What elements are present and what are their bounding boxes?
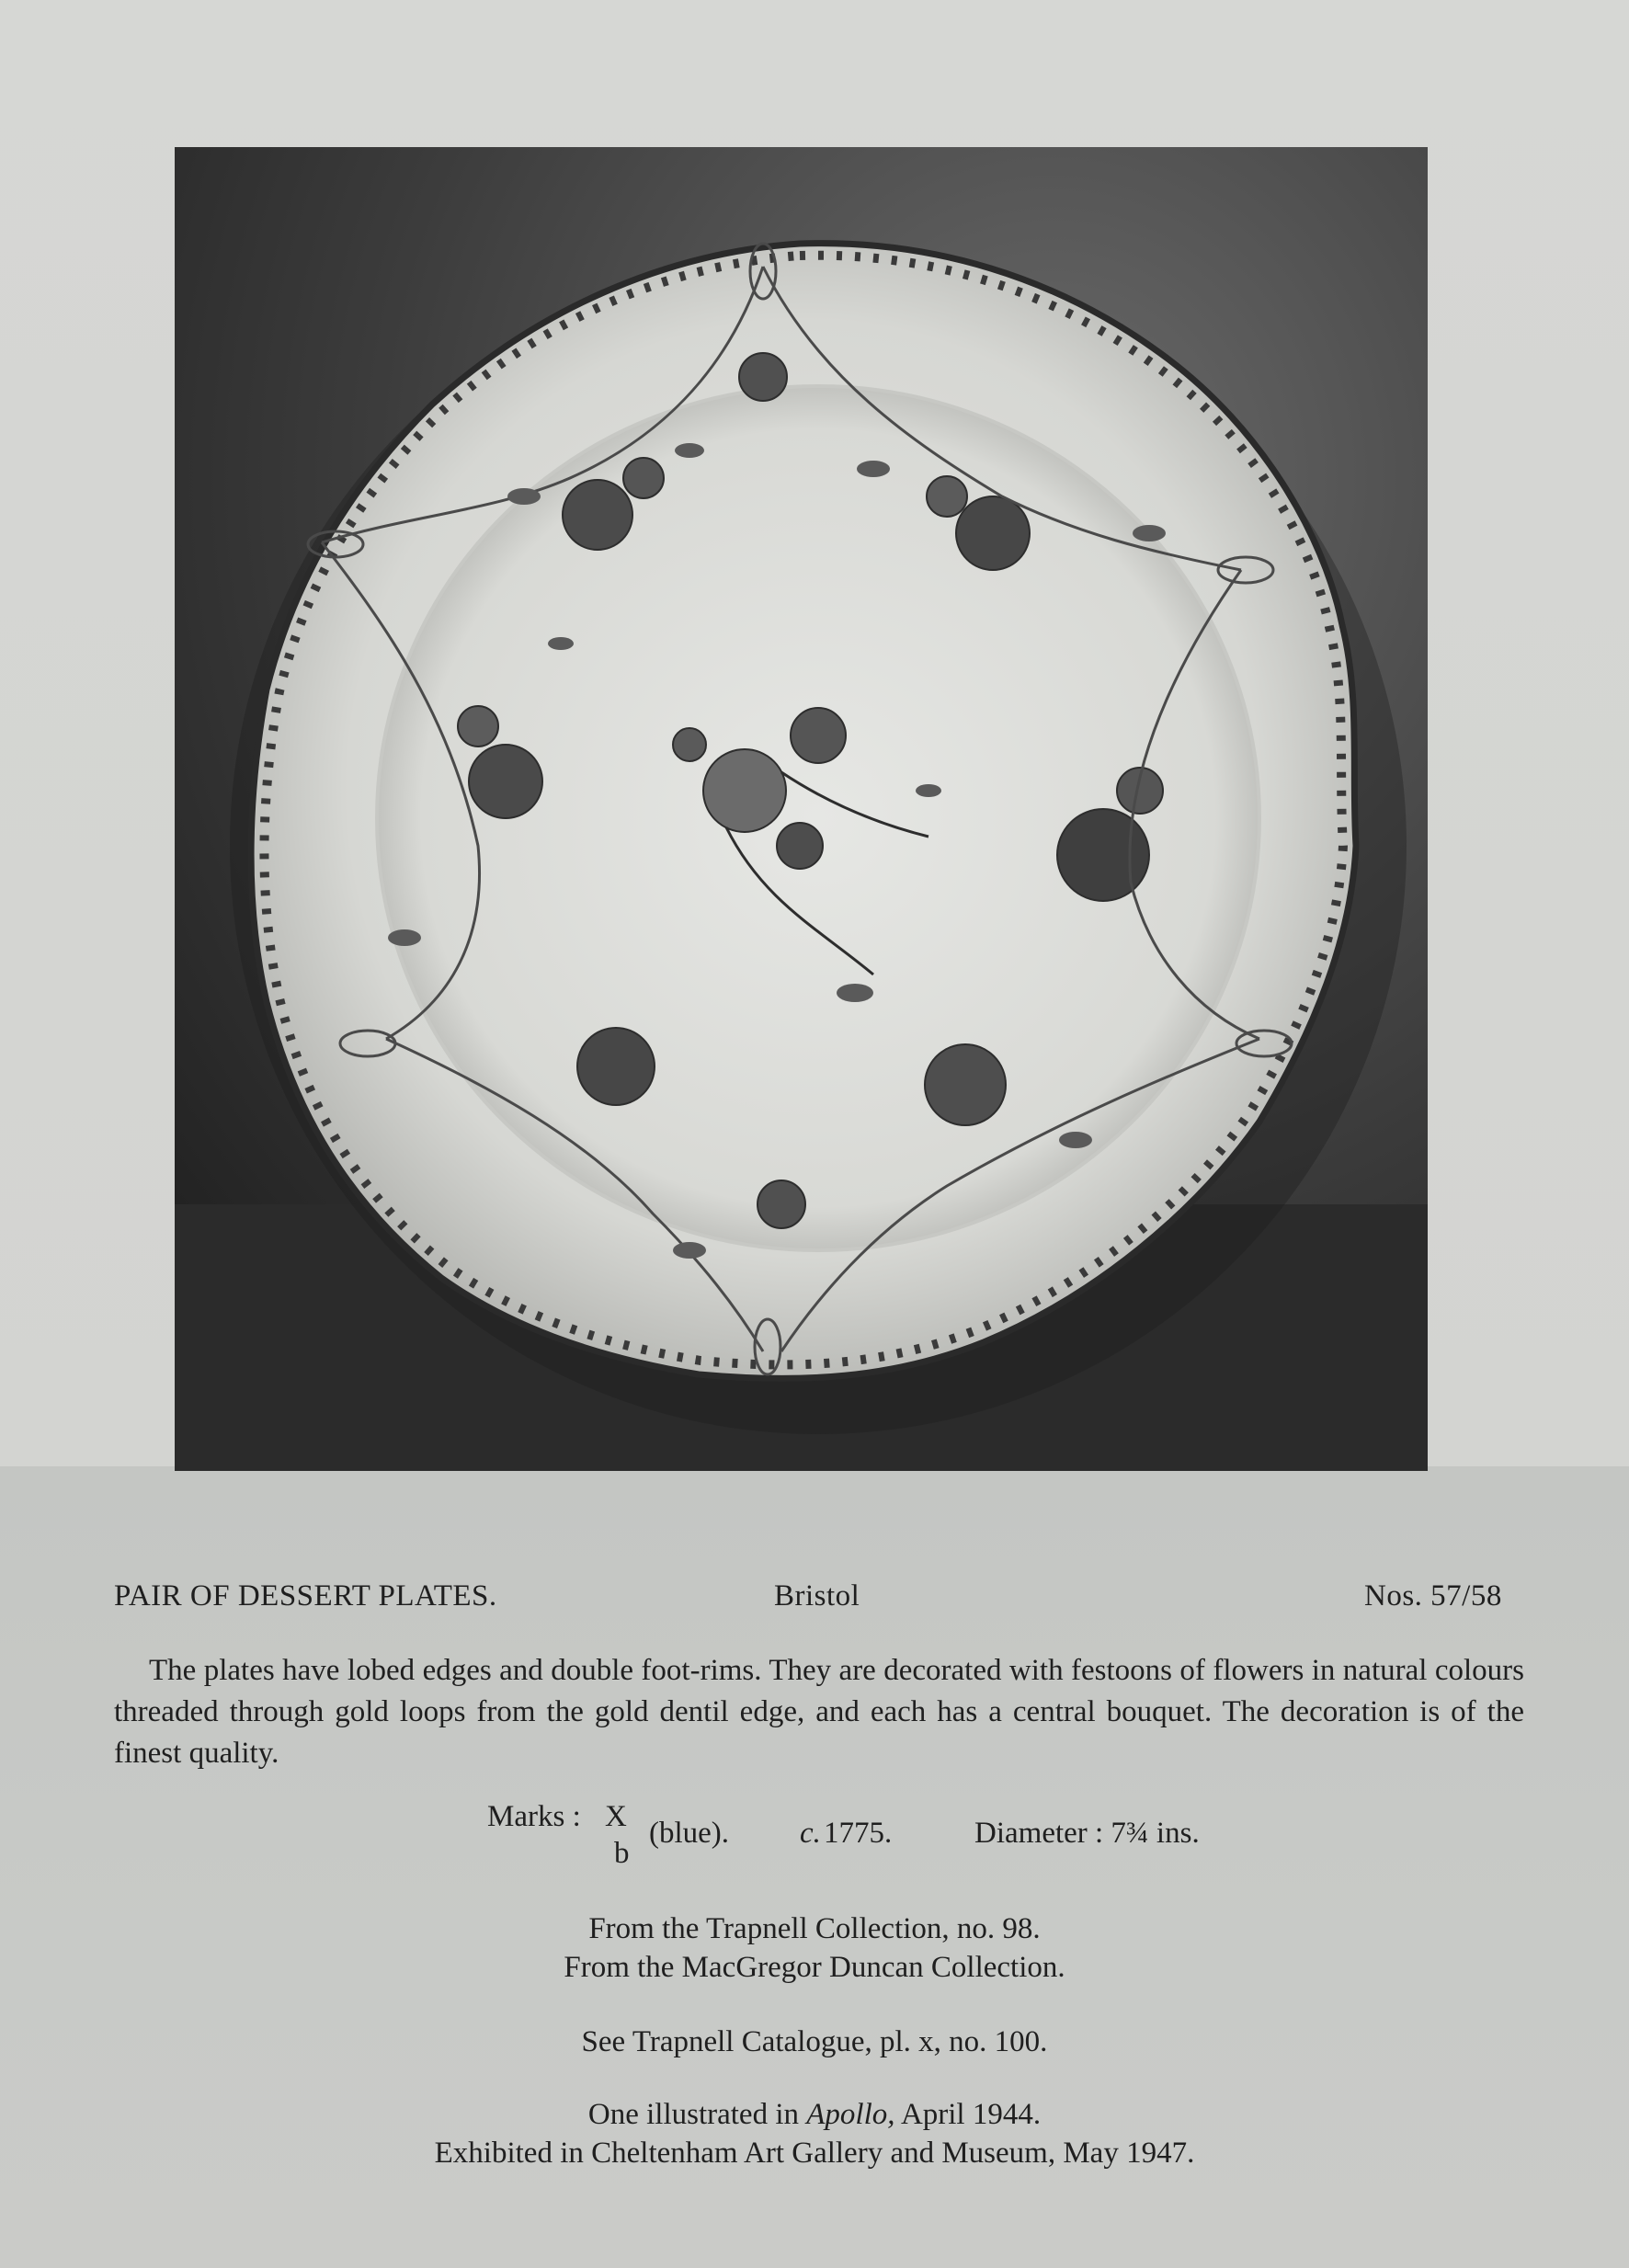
plate-numbers: Nos. 57/58 [1364,1579,1502,1613]
provenance-macgregor: From the MacGregor Duncan Collection. [564,1951,1065,1984]
description-paragraph [114,1650,1524,1774]
catalogue-reference: See Trapnell Catalogue, pl. x, no. 100. [581,2025,1048,2058]
illustrated-prefix: One illustrated in [587,2098,799,2131]
illustrated-suffix: April 1944. [900,2098,1042,2131]
description-text: The plates have lobed edges and double foot-rims. They are decorated with festoons of flowers in natural colours threaded through gold loops from the gold dentil edge, and each has a central bouquet. The decoration is of the finest quality. [114,1654,1524,1770]
marks-upper: X [605,1800,627,1833]
marks-line [487,1800,1315,1874]
plate-photograph [175,147,1428,1471]
marks-color: (blue). [649,1817,730,1850]
illustrated-line [0,2098,1629,2132]
plate-place: Bristol [774,1579,860,1613]
provenance-trapnell: From the Trapnell Collection, no. 98. [588,1912,1041,1945]
journal-name: Apollo, [806,2098,895,2131]
marks-lower: b [614,1837,630,1870]
marks-label: Marks : [487,1800,581,1833]
plate-title: PAIR OF DESSERT PLATES. [114,1579,497,1613]
date-value: 1775. [824,1817,893,1850]
date-prefix: c. [800,1817,821,1850]
diameter: Diameter : 7¾ ins. [974,1817,1200,1850]
exhibited-line: Exhibited in Cheltenham Art Gallery and Museum, May 1947. [434,2137,1195,2170]
